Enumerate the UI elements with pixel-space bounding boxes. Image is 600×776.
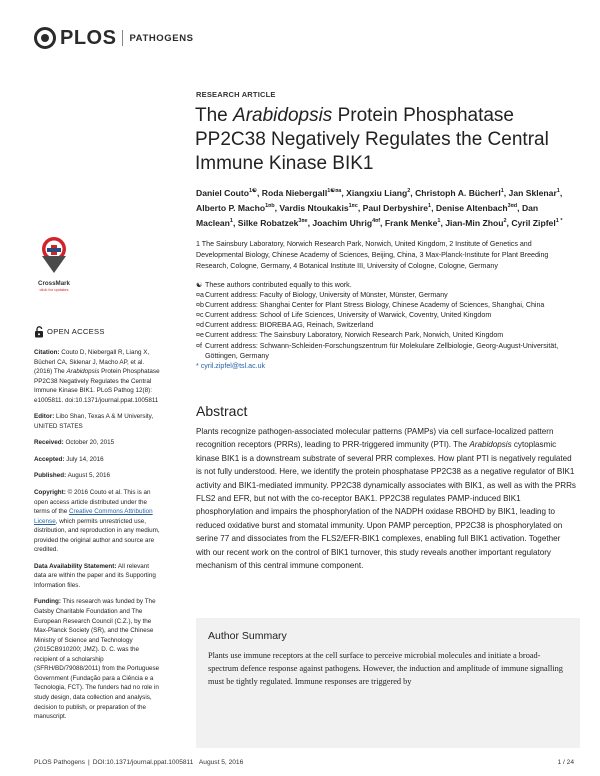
author-name[interactable]: Daniel Couto [196,187,249,198]
note-symbol: ¤f [196,341,202,350]
open-access-label: OPEN ACCESS [47,327,105,337]
plos-logo-icon [34,27,56,49]
note-symbol: ¤c [196,311,204,320]
author-name[interactable]: Paul Derbyshire [362,202,429,213]
author-affil-marker: 4¤f [372,218,381,225]
author-affil-marker: 1 [428,203,432,210]
crossmark-sub: click for updates [39,287,69,292]
author-note [196,341,572,361]
accepted [34,455,160,465]
note-symbol: ¤e [196,331,204,340]
author-name[interactable]: Jan Sklenar [508,187,557,198]
author-name[interactable]: Alberto P. Macho [196,202,266,213]
crossmark-icon [39,236,69,274]
title-pre: The [195,105,234,126]
abstract-text [196,425,576,572]
author-name[interactable]: Christoph A. Bücherl [415,187,501,198]
editor [34,412,160,431]
crossmark-label: CrossMark [38,280,70,287]
data-availability [34,562,160,591]
abstract-em: Arabidopsis [469,440,512,450]
article-info-sidebar [34,326,160,729]
author-affil-marker: 1 [229,218,233,225]
author-note [196,280,572,290]
abstract-heading: Abstract [196,403,248,419]
author-name[interactable]: Cyril Zipfel [511,217,556,228]
published-value: August 5, 2016 [67,472,110,480]
author-note [196,310,572,320]
author-name[interactable]: Silke Robatzek [237,217,299,228]
copyright-pre: © 2016 Couto et al. This is an open access article distributed under the terms of the [34,489,151,516]
data-label: Data Availability Statement: [34,562,117,570]
abstract-p1: Plants recognize pathogen-associated molecular patterns (PAMPs) via cell surface-localized pattern recognition receptors (PRRs), leading to PRR-triggered immunity (PTI). The [196,427,554,450]
title-post: Protein Phosphatase PP2C38 Negatively Regulates the Central Immune Kinase BIK1 [195,105,549,174]
author-affil-marker: 1☯¤a [327,188,342,194]
note-text: These authors contributed equally to this work. [205,281,352,289]
note-text: Current address: School of Life Sciences, University of Warwick, Coventry, United Kingdom [205,311,492,320]
accepted-label: Accepted: [34,455,65,463]
author-note [196,300,572,310]
plos-logo[interactable] [34,27,116,50]
journal-name: PATHOGENS [129,32,194,44]
funding-label: Funding: [34,598,61,606]
author-summary-heading: Author Summary [208,630,287,642]
author-affil-marker: 1☯ [249,188,257,194]
cc-license-link[interactable]: Creative Commons Attribution License [34,508,153,525]
author-affil-marker: 1 * [555,218,563,225]
copyright [34,488,160,555]
author-notes [196,280,572,371]
author-name[interactable]: Frank Menke [384,217,438,228]
received [34,438,160,448]
note-symbol: ☯ [196,281,203,289]
article-type: RESEARCH ARTICLE [196,90,276,99]
footer-date: August 5, 2016 [198,759,244,766]
accepted-value: July 14, 2016 [66,455,104,463]
author-affil-marker: 1 [556,188,560,194]
citation-pre: Couto D, Niebergall R, Liang X, Bücherl CA, Sklenar J, Macho AP, et al. (2016) The [34,349,150,376]
published [34,471,160,481]
note-text: Current address: Shanghai Center for Plant Stress Biology, Chinese Academy of Sciences, Shanghai, China [205,301,545,310]
footer-journal: PLOS Pathogens [34,759,85,766]
author-name[interactable]: Vardis Ntoukakis [279,202,349,213]
editor-label: Editor: [34,413,55,421]
author-name[interactable]: Denise Altenbach [435,202,508,213]
citation-post: Protein Phosphatase PP2C38 Negatively Regulates the Central Immune Kinase BIK1. PLoS Pathog 12(8): e1005811. doi:10.1371/journal.ppat.1005811 [34,368,160,404]
author-name[interactable]: Joachim Uhrig [312,217,373,228]
author-affil-marker: 1 [437,218,441,225]
published-label: Published: [34,472,67,480]
copyright-post: , which permits unrestricted use, distribution, and reproduction in any medium, provided the original author and source are credited. [34,517,160,554]
author-affil-marker: 3¤d [507,203,518,210]
author-name[interactable]: Roda Niebergall [261,187,328,198]
funding [34,597,160,721]
page-number: 1 / 24 [557,759,574,766]
author-affil-marker: 1¤b [265,203,275,210]
footer-left: PLOS Pathogens | DOI:10.1371/journal.ppat.1005811 August 5, 2016 [34,759,244,766]
funding-value: This research was funded by The Gatsby Charitable Foundation and The European Research Council (C.Z.), by the Max-Planck Society (SR), and the Chinese Ministry of Science and Technology (2015CB910200; JMZ). D. C. was the recipient of a scholarship (SFRH/BD/79088/2011) from the Portuguese Government (Fundação para a Ciência e a Tecnologia, FCT). The funders had no role in study design, data collection and analysis, decision to publish, or preparation of the manuscript. [34,598,160,721]
author-note [196,290,572,300]
note-text: Current address: The Sainsbury Laboratory, Norwich Research Park, Norwich, United Kingdom [205,331,504,340]
author-affil-marker: 2 [407,188,411,194]
copyright-label: Copyright: [34,489,66,497]
received-value: October 20, 2015 [65,439,115,447]
footer-doi[interactable]: DOI:10.1371/journal.ppat.1005811 [92,759,194,766]
author-note [196,330,572,340]
note-symbol: ¤b [196,301,204,310]
crossmark-badge[interactable] [34,236,74,292]
note-text: Current address: Faculty of Biology, University of Münster, Münster, Germany [205,291,448,300]
page-footer [34,759,574,766]
title-em: Arabidopsis [233,105,333,126]
citation-em: Arabidopsis [66,368,100,376]
author-name[interactable]: Xiangxiu Liang [346,187,408,198]
author-affil-marker: 2 [503,218,507,225]
author-affil-marker: 1¤c [348,203,358,210]
author-summary-text: Plants use immune receptors at the cell surface to perceive microbial molecules and initiate a broad-spectrum defence response against pathogens. However, the induction and amplitude of immune signalling must be tightly regulated. Immune responses are triggered by [208,651,563,686]
note-text: Current address: Schwann-Schleiden-Forschungszentrum für Molekulare Zellbiologie, Georg-August-Universität, Göttingen, Germany [205,341,559,360]
author-note [196,320,572,330]
open-lock-icon [34,326,44,338]
author-affil-marker: 3¤e [298,218,308,225]
open-access [34,326,160,338]
header-divider [122,30,123,46]
author-name[interactable]: Jian-Min Zhou [445,217,504,228]
author-name[interactable]: Dan Maclean [196,202,539,228]
affiliations: 1 The Sainsbury Laboratory, Norwich Research Park, Norwich, United Kingdom, 2 Institute of Genetics and Developmental Biology, Chinese Academy of Sciences, Beijing, China, 3 Max-Planck-Institute for Plant Breeding Research, Cologne, Germany, 4 Botanical Institute III, University of Cologne, Cologne, Germany [196,240,549,270]
citation-label: Citation: [34,349,60,356]
plos-brand: PLOS [60,26,117,49]
editor-value: Libo Shan, Texas A & M University, UNITED STATES [34,413,154,430]
author-list: Daniel Couto$^{1☯}$, Roda Niebergall$^{1☯¤a}$, Xiangxiu Liang$^2$, Christoph A. Bücherl$^1$, Jan Sklenar$^1$, Alberto P. Macho$^{1¤b}$, Vardis Ntoukakis$^{1¤c}$, Paul Derbyshire$^1$, Denise Altenbach$^{3¤d}$, Dan Maclean$^1$, Silke Robatzek$^{3¤e}$, Joachim Uhrig$^{4¤f}$, Frank Menke$^1$, Jian-Min Zhou$^2$, Cyril Zipfel$^{1 *}$ [196,187,563,228]
citation [34,348,160,405]
note-symbol: ¤d [196,321,204,330]
author-summary-box [196,618,580,748]
corresponding-email[interactable]: * cyril.zipfel@tsl.ac.uk [196,361,266,370]
journal-header [34,24,194,52]
received-label: Received: [34,439,64,447]
note-text: Current address: BIOREBA AG, Reinach, Switzerland [205,321,374,330]
author-affil-marker: 1 [500,188,504,194]
article-title [195,104,575,176]
abstract-p2: cytoplasmic kinase BIK1 is a downstream substrate of several PRR complexes. How plant PTI is negatively regulated is not fully understood. Here, we identify the protein phosphatase PP2C38 as a negative regulator of BIK1 activity and BIK1-mediated immunity. PP2C38 dynamically associates with BIK1, as well as with the PRRs FLS2 and EFR, but not with the co-receptor BAK1. PP2C38 regulates PAMP-induced BIK1 phosphorylation and impairs the phosphorylation of the NADPH oxidase RBOHD by BIK1, leading to reduced oxidative burst and stomatal immunity. Upon PAMP perception, PP2C38 is phosphorylated on serine 77 and dissociates from the FLS2/EFR-BIK1 complexes, enabling full BIK1 activation. Together with our recent work on the control of BIK1 turnover, this study reveals another important regulatory mechanism of this central immune component. [196,440,576,571]
data-value: All relevant data are within the paper and its Supporting Information files. [34,562,156,589]
note-symbol: ¤a [196,291,204,300]
